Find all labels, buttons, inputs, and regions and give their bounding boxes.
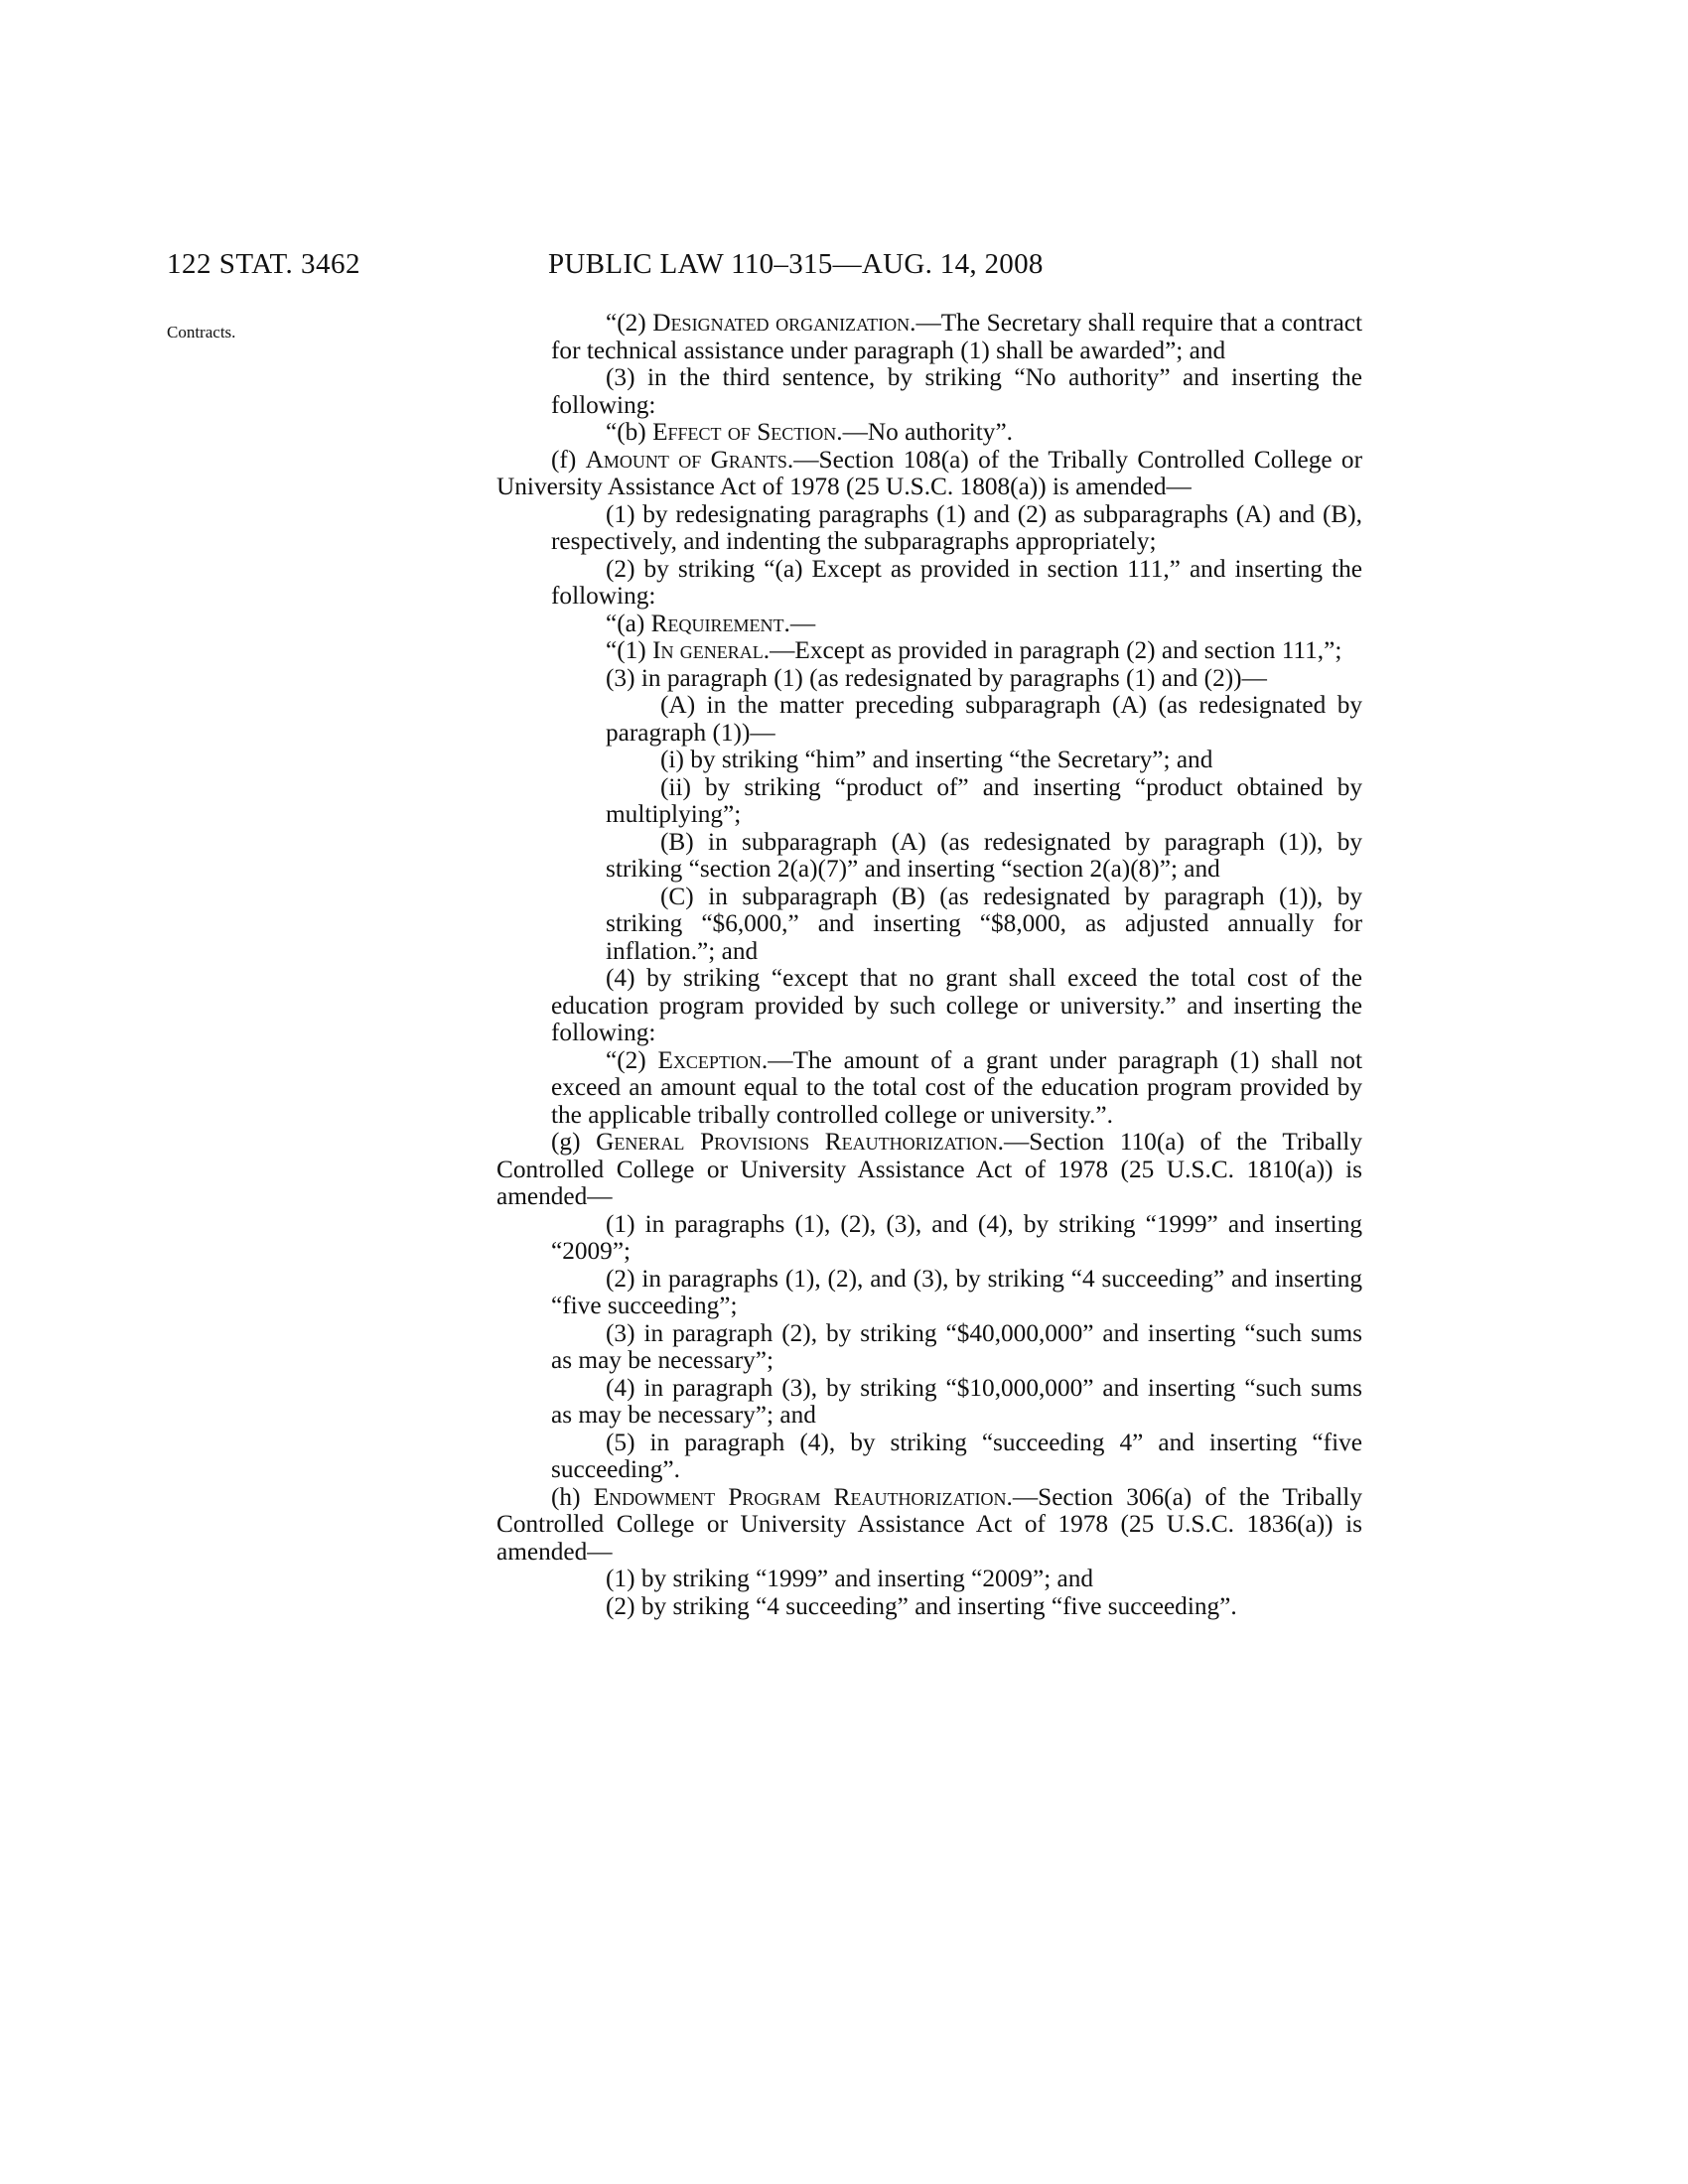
subsection-f-amount-of-grants: (f) Amount of Grants.—Section 108(a) of the Tribally Controlled College or University Assistance Act of 1978 (25 U.S.C. 1808(a)) is amended— <box>496 445 1362 500</box>
subparagraph-f-3-c: (C) in subparagraph (B) (as redesignated by paragraph (1)), by striking “$6,000,” and inserting “$8,000, as adjusted annually for inflation.”; and <box>606 882 1362 965</box>
paragraph-h-2: (2) by striking “4 succeeding” and inserting “five succeeding”. <box>606 1591 1237 1620</box>
heading-endowment-program-reauthorization: Endowment Program Reauthorization. <box>593 1482 1013 1511</box>
paragraph-designated-organization: “(2) Designated organization.—The Secretary shall require that a contract for technical assistance under paragraph (1) shall be awarded”; and <box>551 309 1362 364</box>
paragraph-requirement: “(a) Requirement.— <box>606 609 816 637</box>
subsection-g-general-provisions: (g) General Provisions Reauthorization.—Section 110(a) of the Tribally Controlled College or University Assistance Act of 1978 (25 U.S.C. 1810(a)) is amended— <box>496 1128 1362 1210</box>
paragraph-f-3: (3) in paragraph (1) (as redesignated by paragraphs (1) and (2))— <box>606 663 1267 692</box>
paragraph-f-2: (2) by striking “(a) Except as provided in section 111,” and inserting the following: <box>551 554 1362 610</box>
heading-general-provisions-reauthorization: General Provisions Reauthorization. <box>596 1128 1004 1156</box>
paragraph-g-4: (4) in paragraph (3), by striking “$10,000,000” and inserting “such sums as may be necessary”; and <box>551 1373 1362 1429</box>
paragraph-effect-of-section: “(b) Effect of Section.—No authority”. <box>606 418 1013 446</box>
paragraph-g-3: (3) in paragraph (2), by striking “$40,000,000” and inserting “such sums as may be necessary”; <box>551 1318 1362 1374</box>
paragraph-exception: “(2) Exception.—The amount of a grant under paragraph (1) shall not exceed an amount equal to the total cost of the education program provided by the applicable tribally controlled college or university.”. <box>551 1045 1362 1129</box>
clause-f-3-a-ii: (ii) by striking “product of” and inserting “product obtained by multiplying”; <box>606 772 1362 828</box>
heading-designated-organization: Designated organization. <box>652 309 916 337</box>
subsection-h-endowment-program: (h) Endowment Program Reauthorization.—Section 306(a) of the Tribally Controlled College or University Assistance Act of 1978 (25 U.S.C. 1836(a)) is amended— <box>496 1482 1362 1566</box>
statute-citation: 122 STAT. 3462 <box>167 248 361 280</box>
paragraph-f-4: (4) by striking “except that no grant shall exceed the total cost of the education program provided by such college or university.” and inserting the following: <box>551 964 1362 1046</box>
heading-requirement: Requirement. <box>650 609 790 637</box>
heading-exception: Exception. <box>657 1045 769 1074</box>
paragraph-in-general: “(1) In general.—Except as provided in paragraph (2) and section 111,”; <box>606 636 1342 664</box>
paragraph-g-1: (1) in paragraphs (1), (2), (3), and (4), by striking “1999” and inserting “2009”; <box>551 1209 1362 1265</box>
clause-f-3-a-i: (i) by striking “him” and inserting “the Secretary”; and <box>660 746 1213 773</box>
heading-effect-of-section: Effect of Section. <box>652 418 843 446</box>
heading-in-general: In general. <box>652 636 771 664</box>
paragraph-h-1: (1) by striking “1999” and inserting “2009”; and <box>606 1565 1094 1592</box>
document-body <box>496 310 1362 1620</box>
subparagraph-f-3-a: (A) in the matter preceding subparagraph (A) (as redesignated by paragraph (1))— <box>606 691 1362 747</box>
heading-amount-of-grants: Amount of Grants. <box>585 445 794 474</box>
paragraph-g-2: (2) in paragraphs (1), (2), and (3), by striking “4 succeeding” and inserting “five succeeding”; <box>551 1264 1362 1319</box>
paragraph-f-1: (1) by redesignating paragraphs (1) and (2) as subparagraphs (A) and (B), respectively, and indenting the subparagraphs appropriately; <box>551 499 1362 555</box>
public-law-title: PUBLIC LAW 110–315—AUG. 14, 2008 <box>548 248 1044 280</box>
margin-note: Contracts. <box>167 323 236 341</box>
page-header <box>0 248 1688 288</box>
paragraph-third-sentence: (3) in the third sentence, by striking “No authority” and inserting the following: <box>551 363 1362 419</box>
subparagraph-f-3-b: (B) in subparagraph (A) (as redesignated by paragraph (1)), by striking “section 2(a)(7)” and inserting “section 2(a)(8)”; and <box>606 827 1362 883</box>
paragraph-g-5: (5) in paragraph (4), by striking “succeeding 4” and inserting “five succeeding”. <box>551 1428 1362 1483</box>
